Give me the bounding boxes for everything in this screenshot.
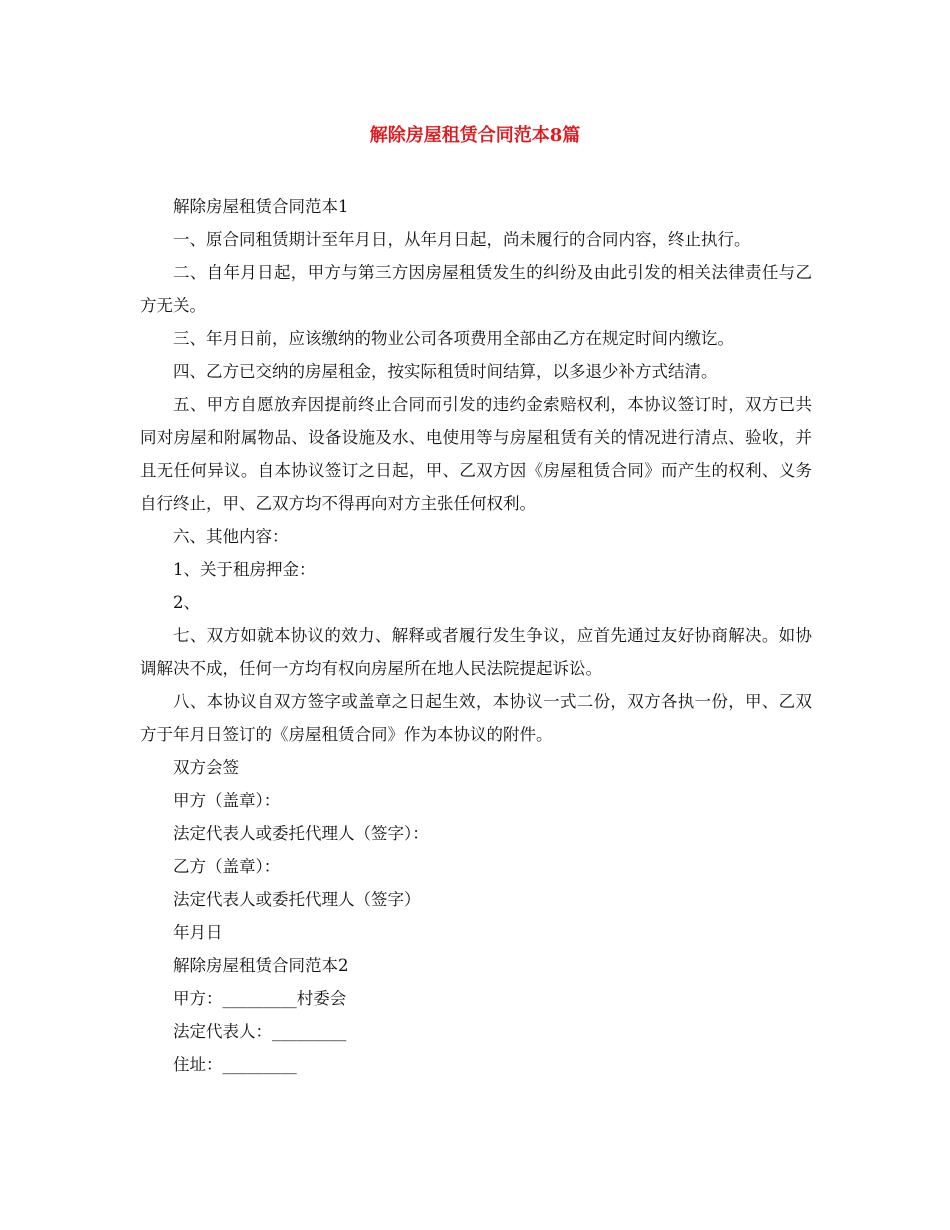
paragraph: 七、双方如就本协议的效力、解释或者履行发生争议，应首先通过友好协商解决。如协调解决不成，任何一方均有权向房屋所在地人民法院提起诉讼。 — [140, 626, 812, 678]
paragraph: 八、本协议自双方签字或盖章之日起生效，本协议一式二份，双方各执一份，甲、乙双方于年月日签订的《房屋租赁合同》作为本协议的附件。 — [140, 692, 812, 744]
party-a-seal-line: 甲方（盖章）： — [173, 791, 281, 810]
address-line: 住址：_________ — [173, 1055, 297, 1074]
paragraph: 三、年月日前，应该缴纳的物业公司各项费用全部由乙方在规定时间内缴讫。 — [173, 329, 734, 348]
date-line: 年月日 — [173, 923, 223, 942]
signature-heading: 双方会签 — [173, 758, 239, 777]
document-title: 解除房屋租赁合同范本8篇 — [369, 125, 581, 146]
paragraph: 2、 — [173, 593, 200, 612]
legal-representative-line: 法定代表人：_________ — [173, 1022, 347, 1041]
paragraph: 1、关于租房押金： — [173, 560, 316, 579]
party-a-signature-line: 法定代表人或委托代理人（签字）： — [173, 824, 429, 843]
paragraph: 四、乙方已交纳的房屋租金，按实际租赁时间结算，以多退少补方式结清。 — [173, 362, 718, 381]
paragraph: 二、自年月日起，甲方与第三方因房屋租赁发生的纠纷及由此引发的相关法律责任与乙方无关。 — [140, 263, 812, 315]
paragraph: 一、原合同租赁期计至年月日，从年月日起，尚未履行的合同内容，终止执行。 — [173, 230, 751, 249]
document-body — [140, 190, 812, 1081]
paragraph: 解除房屋租赁合同范本1 — [173, 197, 349, 216]
party-b-seal-line: 乙方（盖章）： — [173, 857, 281, 876]
party-a-line: 甲方：_________村委会 — [173, 989, 347, 1008]
section-heading: 解除房屋租赁合同范本2 — [173, 956, 349, 975]
paragraph: 五、甲方自愿放弃因提前终止合同而引发的违约金索赔权利，本协议签订时，双方已共同对房屋和附属物品、设备设施及水、电使用等与房屋租赁有关的情况进行清点、验收，并且无任何异议。自本协议签订之日起，甲、乙双方因《房屋租赁合同》而产生的权利、义务自行终止，甲、乙双方均不得再向对方主张任何权利。 — [140, 395, 812, 513]
paragraph: 六、其他内容： — [173, 527, 289, 546]
party-b-signature-line: 法定代表人或委托代理人（签字） — [173, 890, 421, 909]
